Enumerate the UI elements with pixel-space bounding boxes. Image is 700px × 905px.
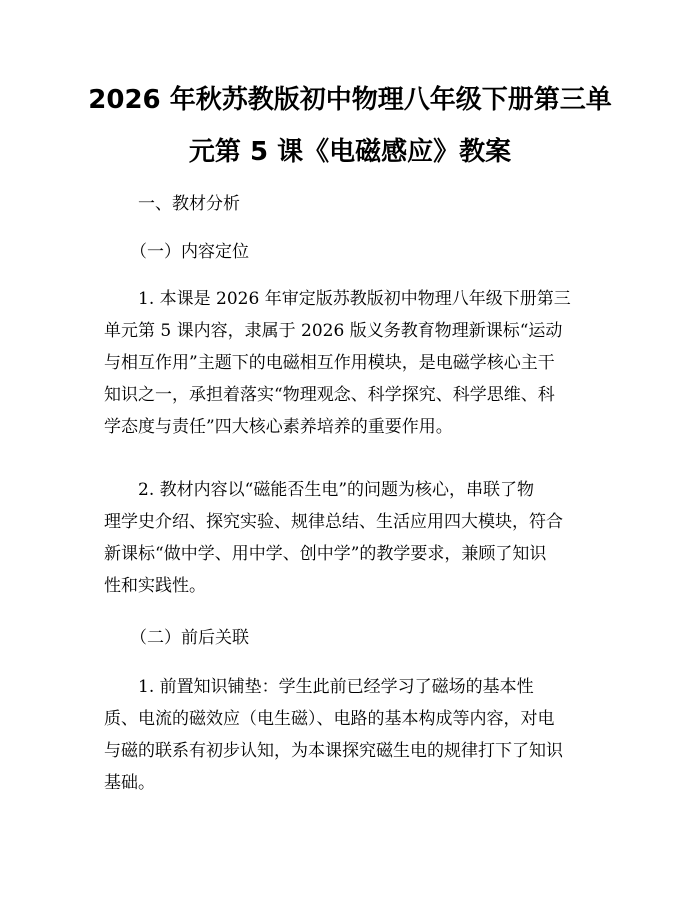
subsection-heading-content-positioning: （一）内容定位 — [130, 242, 249, 262]
paragraph-line: 新课标“做中学、用中学、创中学”的教学要求，兼顾了知识 — [104, 544, 547, 564]
paragraph-line: 1. 前置知识铺垫：学生此前已经学习了磁场的基本性 — [138, 677, 534, 697]
section-heading-textbook-analysis: 一、教材分析 — [138, 194, 240, 214]
paragraph-line: 性和实践性。 — [104, 576, 206, 596]
paragraph-line: 1. 本课是 2026 年审定版苏教版初中物理八年级下册第三 — [138, 289, 571, 309]
paragraph-line: 理学史介绍、探究实验、规律总结、生活应用四大模块，符合 — [104, 512, 563, 532]
paragraph-connections-1 — [104, 671, 604, 799]
paragraph-line: 质、电流的磁效应（电生磁）、电路的基本构成等内容，对电 — [104, 709, 555, 729]
paragraph-line: 与磁的联系有初步认知，为本课探究磁生电的规律打下了知识 — [104, 741, 563, 761]
subsection-heading-connections: （二）前后关联 — [130, 628, 249, 648]
document-title-line-1: 2026 年秋苏教版初中物理八年级下册第三单 — [88, 85, 612, 115]
paragraph-content-positioning-1 — [104, 283, 604, 443]
paragraph-line: 与相互作用”主题下的电磁相互作用模块，是电磁学核心主干 — [104, 353, 555, 373]
paragraph-content-positioning-2 — [104, 474, 604, 602]
paragraph-line: 基础。 — [104, 773, 155, 793]
paragraph-line: 单元第 5 课内容，隶属于 2026 版义务教育物理新课标“运动 — [104, 321, 563, 341]
paragraph-line: 学态度与责任”四大核心素养培养的重要作用。 — [104, 417, 453, 437]
document-title-line-2: 元第 5 课《电磁感应》教案 — [188, 137, 512, 167]
paragraph-line: 2. 教材内容以“磁能否生电”的问题为核心，串联了物 — [138, 480, 535, 500]
paragraph-line: 知识之一，承担着落实“物理观念、科学探究、科学思维、科 — [104, 385, 555, 405]
